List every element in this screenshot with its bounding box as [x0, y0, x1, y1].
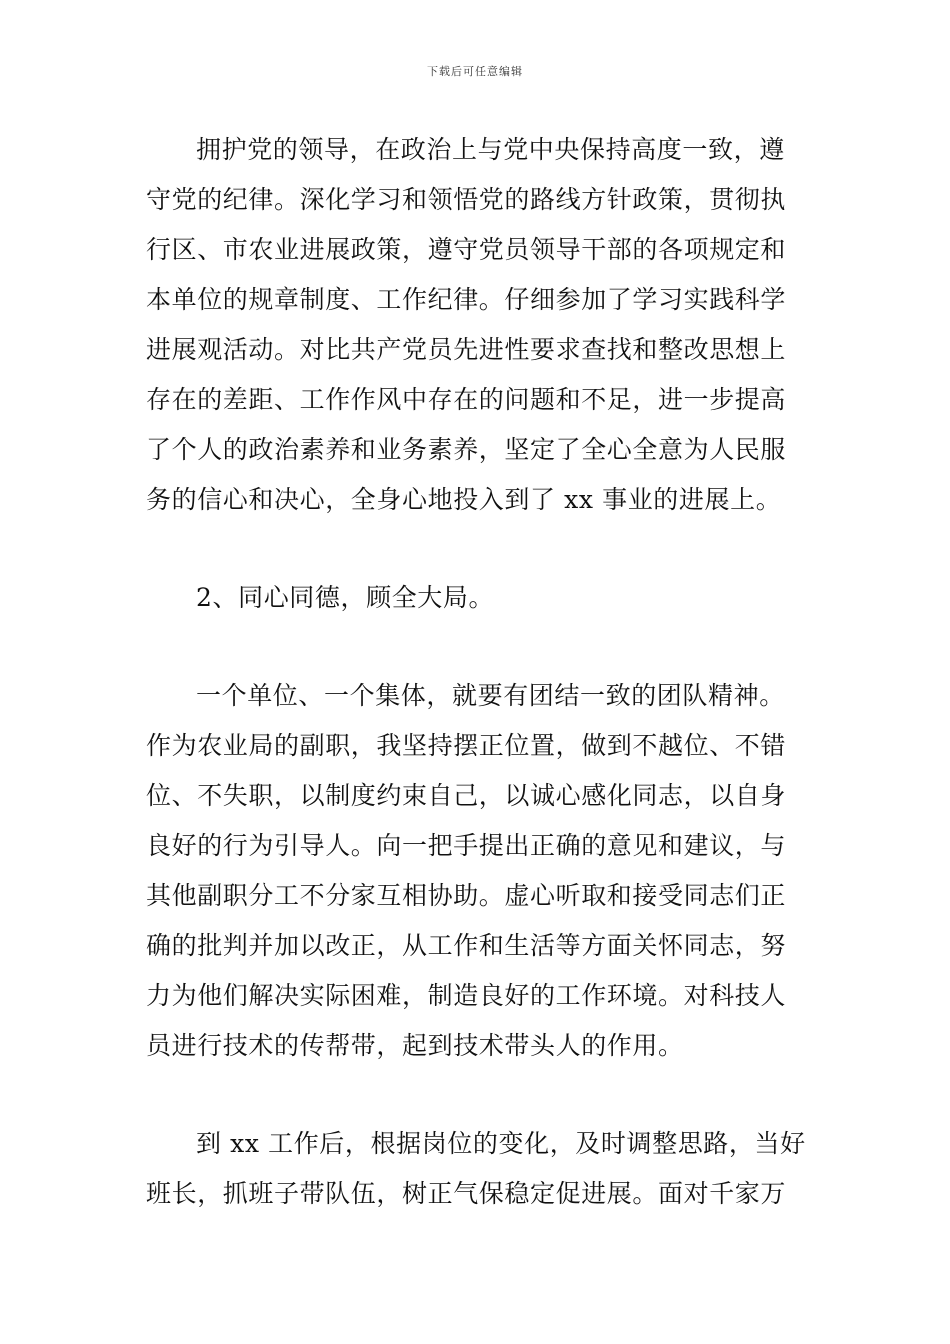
paragraph-2-line-6: 确的批判并加以改正，从工作和生活等方面关怀同志，努 — [146, 931, 787, 960]
paragraph-1-line-7: 了个人的政治素养和业务素养，坚定了全心全意为人民服 — [146, 435, 787, 464]
paragraph-2-line-4: 良好的行为引导人。向一把手提出正确的意见和建议，与 — [146, 831, 787, 860]
paragraph-1-line-3: 行区、市农业进展政策，遵守党员领导干部的各项规定和 — [146, 235, 787, 264]
paragraph-1-line-6: 存在的差距、工作作风中存在的问题和不足，进一步提高 — [146, 385, 787, 414]
paragraph-3-line-2: 班长，抓班子带队伍，树正气保稳定促进展。面对千家万 — [146, 1179, 787, 1208]
paragraph-3-line-1: 到 xx 工作后，根据岗位的变化，及时调整思路，当好 — [196, 1129, 806, 1158]
paragraph-2-line-7: 力为他们解决实际困难，制造良好的工作环境。对科技人 — [146, 981, 787, 1010]
paragraph-1-line-5: 进展观活动。对比共产党员先进性要求查找和整改思想上 — [146, 335, 787, 364]
paragraph-2-line-2: 作为农业局的副职，我坚持摆正位置，做到不越位、不错 — [146, 731, 787, 760]
paragraph-2-line-8: 员进行技术的传帮带，起到技术带头人的作用。 — [146, 1031, 684, 1060]
paragraph-2-line-1: 一个单位、一个集体，就要有团结一致的团队精神。 — [196, 681, 785, 710]
paragraph-2-line-3: 位、不失职，以制度约束自己，以诚心感化同志，以自身 — [146, 781, 787, 810]
paragraph-2-line-5: 其他副职分工不分家互相协助。虚心听取和接受同志们正 — [146, 881, 787, 910]
paragraph-1-line-2: 守党的纪律。深化学习和领悟党的路线方针政策，贯彻执 — [146, 185, 787, 214]
paragraph-1-line-8: 务的信心和决心，全身心地投入到了 xx 事业的进展上。 — [146, 485, 782, 514]
page-header-note: 下载后可任意编辑 — [427, 65, 523, 78]
section-heading-2: 2、同心同德，顾全大局。 — [196, 583, 495, 612]
paragraph-1-line-4: 本单位的规章制度、工作纪律。仔细参加了学习实践科学 — [146, 285, 787, 314]
paragraph-1-line-1: 拥护党的领导，在政治上与党中央保持高度一致，遵 — [196, 135, 785, 164]
